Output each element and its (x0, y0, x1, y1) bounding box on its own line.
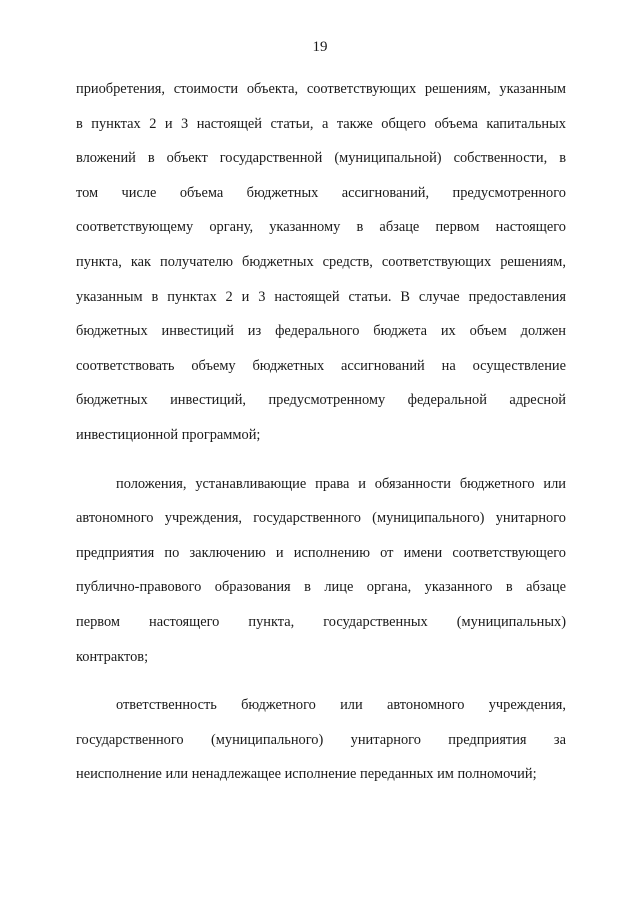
text-line: первом настоящего пункта, государственных (муниципальных) (76, 613, 566, 630)
paragraph-2 (76, 467, 566, 675)
text-line: в пунктах 2 и 3 настоящей статьи, а также общего объема капитальных (76, 115, 566, 132)
text-line: соответствовать объему бюджетных ассигнований на осуществление (76, 357, 566, 374)
text-line: том числе объема бюджетных ассигнований, предусмотренного (76, 184, 566, 201)
text-line: неисполнение или ненадлежащее исполнение переданных им полномочий; (76, 766, 537, 783)
page-number: 19 (312, 39, 328, 55)
paragraph-gap (76, 674, 566, 688)
text-line: публично-правового образования в лице органа, указанного в абзаце (76, 579, 566, 596)
text-line: соответствующему органу, указанному в абзаце первом настоящего (76, 219, 566, 236)
text-line: пункта, как получателю бюджетных средств, соответствующих решениям, (76, 253, 566, 270)
text-line: бюджетных инвестиций из федерального бюджета их объем должен (76, 323, 566, 340)
paragraph-3 (76, 688, 566, 792)
text-line: положения, устанавливающие права и обязанности бюджетного или (116, 475, 566, 492)
paragraph-1 (76, 72, 566, 453)
text-line: автономного учреждения, государственного (муниципального) унитарного (76, 510, 566, 527)
text-line: инвестиционной программой; (76, 426, 261, 443)
body-text (76, 72, 566, 792)
text-line: указанным в пунктах 2 и 3 настоящей статьи. В случае предоставления (76, 288, 566, 305)
text-line: бюджетных инвестиций, предусмотренному федеральной адресной (76, 392, 566, 409)
text-line: государственного (муниципального) унитарного предприятия за (76, 731, 566, 748)
text-line: ответственность бюджетного или автономного учреждения, (116, 697, 566, 714)
text-line: приобретения, стоимости объекта, соответствующих решениям, указанным (76, 81, 566, 97)
paragraph-gap (76, 453, 566, 467)
text-line: контрактов; (76, 648, 149, 665)
text-line: предприятия по заключению и исполнению от имени соответствующего (76, 544, 566, 561)
text-line: вложений в объект государственной (муниципальной) собственности, в (76, 150, 566, 167)
